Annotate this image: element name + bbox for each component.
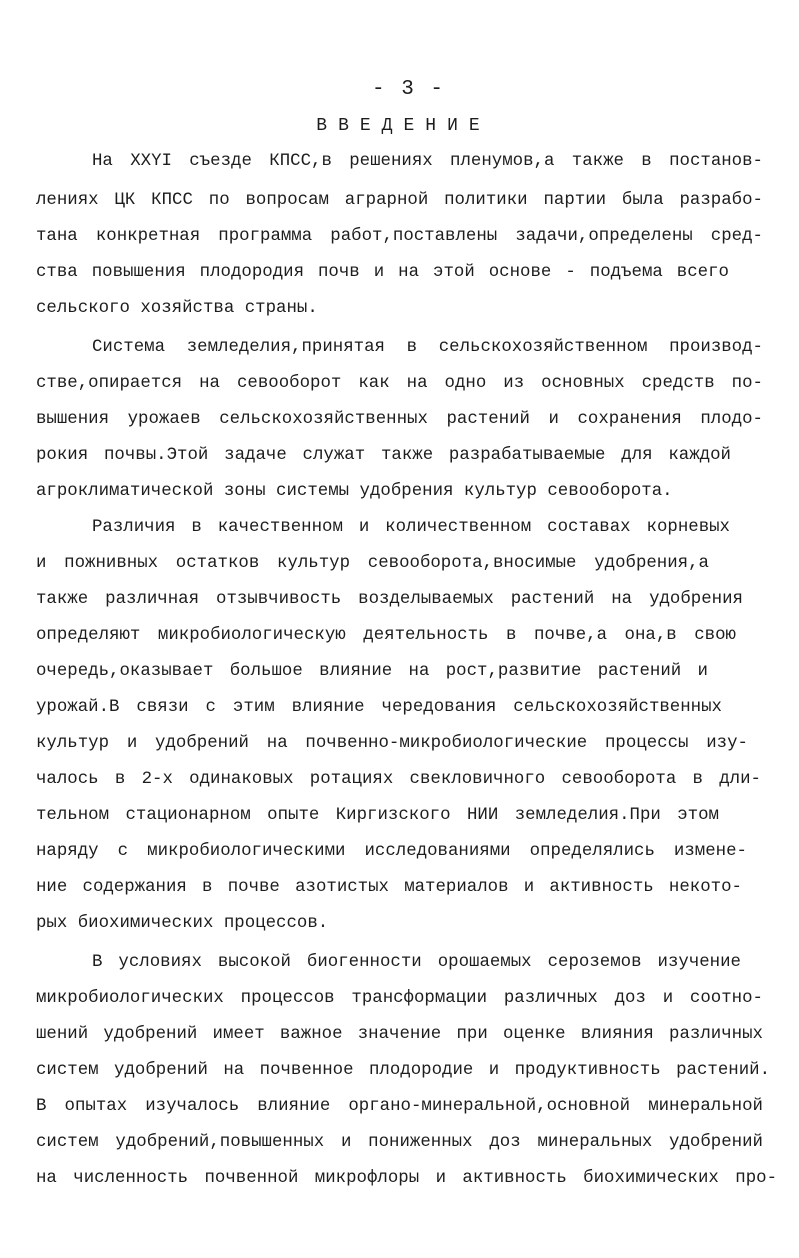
paragraph-2-line-2: стве,опирается на севооборот как на одно из основных средств по- [36,374,763,393]
page-number: - 3 - [371,78,445,101]
paragraph-3-line-4: определяют микробиологическую деятельность в почве,а она,в свою [36,626,736,645]
paragraph-2-line-5: агроклиматической зоны системы удобрения культур севооборота. [36,482,673,501]
paragraph-1-line-4: ства повышения плодородия почв и на этой основе - подъема всего [36,263,729,282]
paragraph-4-line-2: микробиологических процессов трансформации различных доз и соотно- [36,989,763,1008]
paragraph-4-line-6: систем удобрений,повышенных и пониженных доз минеральных удобрений [36,1133,763,1152]
paragraph-3-line-10: наряду с микробиологическими исследованиями определялись измене- [36,842,747,861]
paragraph-3-line-8: чалось в 2-х одинаковых ротациях свекловичного севооборота в дли- [36,770,761,789]
page-heading: ВВЕДЕНИЕ [316,116,491,136]
paragraph-1-line-2: лениях ЦК КПСС по вопросам аграрной политики партии была разрабо- [36,191,763,210]
paragraph-4-line-7: на численность почвенной микрофлоры и активность биохимических про- [36,1169,777,1188]
paragraph-4-line-5: В опытах изучалось влияние органо-минеральной,основной минеральной [36,1097,763,1116]
paragraph-3-line-3: также различная отзывчивость возделываемых растений на удобрения [36,590,743,609]
paragraph-3-line-1: Различия в качественном и количественном составах корневых [92,518,730,537]
paragraph-1-line-5: сельского хозяйства страны. [36,299,318,318]
paragraph-3-line-9: тельном стационарном опыте Киргизского НИИ земледелия.При этом [36,806,719,825]
paragraph-2-line-3: вышения урожаев сельскохозяйственных растений и сохранения плодо- [36,410,763,429]
paragraph-3-line-2: и пожнивных остатков культур севооборота,вносимые удобрения,а [36,554,709,573]
paragraph-4-line-3: шений удобрений имеет важное значение при оценке влияния различных [36,1025,763,1044]
paragraph-4-line-1: В условиях высокой биогенности орошаемых сероземов изучение [92,953,741,972]
paragraph-1-line-3: тана конкретная программа работ,поставлены задачи,определены сред- [36,227,763,246]
paragraph-2-line-4: рокия почвы.Этой задаче служат также разрабатываемые для каждой [36,446,731,465]
paragraph-2-line-1: Система земледелия,принятая в сельскохозяйственном производ- [92,338,763,357]
paragraph-1-line-1: На XXYI съезде КПСС,в решениях пленумов,а также в постанов- [92,152,763,171]
paragraph-3-line-7: культур и удобрений на почвенно-микробиологические процессы изу- [36,734,748,753]
paragraph-3-line-11: ние содержания в почве азотистых материалов и активность некото- [36,878,742,897]
paragraph-4-line-4: систем удобрений на почвенное плодородие и продуктивность растений. [36,1061,770,1080]
paragraph-3-line-12: рых биохимических процессов. [36,914,329,933]
paragraph-3-line-6: урожай.В связи с этим влияние чередования сельскохозяйственных [36,698,722,717]
paragraph-3-line-5: очередь,оказывает большое влияние на рост,развитие растений и [36,662,708,681]
